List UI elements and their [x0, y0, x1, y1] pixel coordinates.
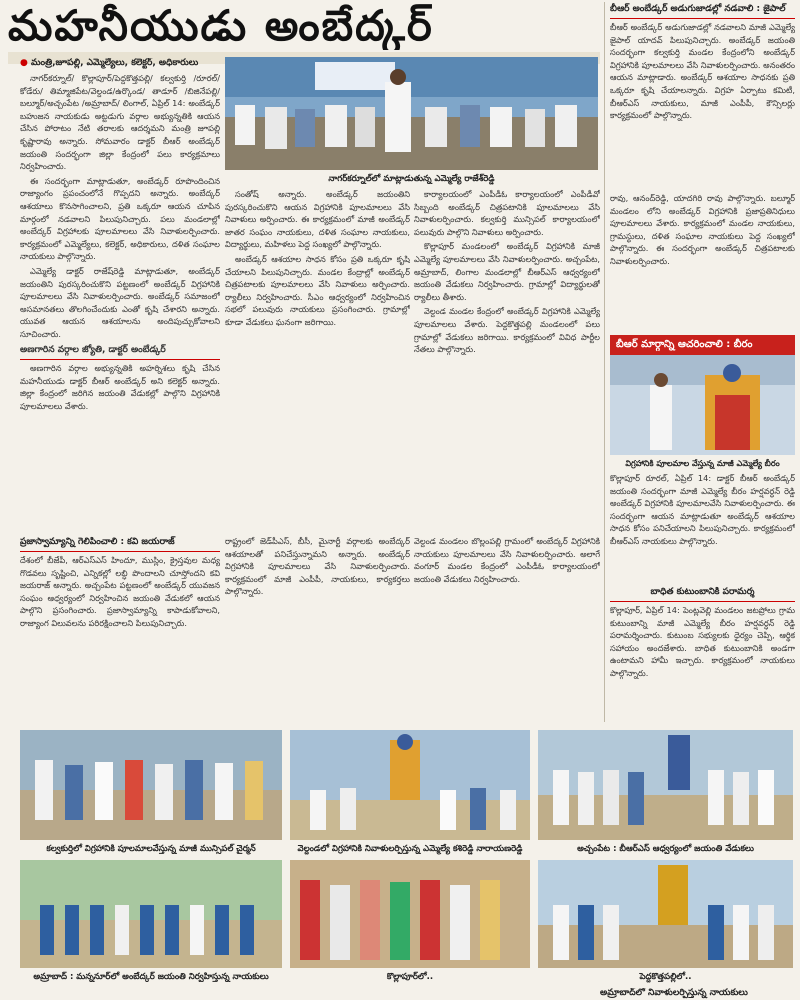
photo-achampet — [538, 730, 793, 840]
sub-article-title: ప్రజాస్వామ్యాన్ని గెలిపించాలి : కవి జయరాజ్ — [20, 535, 220, 552]
bullet-icon: ● — [20, 58, 28, 68]
column-3-para-3: వెల్దండ మండల కేంద్రంలో అంబేడ్కర్ విగ్రహానికి ఎమ్మెల్యే పూలమాలలు వేశారు. పెద్దకొత్తపల్లి మండలంలో పలు గ్రామాల్లో వేడుకలు జరిగాయి. కార్యక్రమంలో వివిధ పార్టీల నేతలు పాల్గొన్నారు. — [414, 306, 600, 355]
right-mid-title: బీఆర్ మార్గాన్ని ఆచరించాలి : బీరం — [610, 335, 795, 355]
column-2-bottom: రాష్ట్రంలో జెడ్‌పీఎస్, బీసీ, మైనార్టీ వర్గాలకు అంబేద్కర్ ఆశయాలతో పనిచేస్తున్నామని అన్నారు. అంబేడ్కర్ విగ్రహానికి పూలమాలలు వేసి నివాళులర్పించారు. కార్యక్రమంలో మాజీ ఎంపీపీ, నాయకులు, కార్యకర్తలు పాల్గొన్నారు. — [225, 536, 410, 597]
main-article-column-1 — [20, 72, 220, 527]
column-3-para-2: కొల్లాపూర్ మండలంలో అంబేడ్కర్ విగ్రహానికి మాజీ ఎమ్మెల్యే పూలమాలలు వేసి నివాళులర్పించారు. అచ్చంపేట, అమ్రాబాద్, లింగాల మండలాల్లో బీఆర్ఎస్ ఆధ్వర్యంలో జయంతి వేడుకలు నిర్వహించారు. గ్రామాల్లో విద్యార్థులతో ర్యాలీలు తీశారు. — [414, 241, 600, 302]
right-top-title: బీఆర్ అంబేడ్కర్ అడుగుజాడల్లో నడవాలి : జైపాల్ — [610, 2, 795, 19]
main-article-para-2: ఈ సందర్భంగా మాట్లాడుతూ, అంబేడ్కర్ రూపొందించిన రాజ్యాంగం ప్రపంచంలోనే గొప్పదని అన్నారు. అంబేద్కర్ ఆశయాలు కొనసాగించాలని, ప్రతి ఒక్కరూ ఆయన చూపిన మార్గంలో నడవాలని పిలుపునిచ్చారు. పలు మండలాల్లో అంబేద్కర్ విగ్రహాలకు పూలమాలలు వేసి నివాళులర్పించారు. కార్యక్రమంలో ఎమ్మెల్యేలు, కలెక్టర్, అధికారులు, దళిత సంఘాల నాయకులు పాల్గొన్నారు. — [20, 175, 220, 262]
column-divider — [604, 2, 605, 722]
column-3-para-1: కార్యాలయంలో ఎంపీడీఓ కార్యాలయంలో ఎంపీడీవో సిబ్బంది అంబేడ్కర్ చిత్రపటానికి పూలమాలలు వేసి నివాళులర్పించారు. కల్వకుర్తి మున్సిపల్ కార్యాలయంలో పలువురు పాల్గొని నివాళులు అర్పించారు. — [414, 189, 600, 237]
right-bottom-article — [610, 585, 795, 725]
photo-kollapur-image — [290, 860, 530, 968]
photo-achampet-image — [538, 730, 793, 840]
main-article-subheading: అణగారిన వర్గాల జ్యోతి, డాక్టర్ అంబేడ్కర్ — [20, 342, 220, 360]
photo-veldanda — [290, 730, 530, 840]
main-article-para-1: నాగర్‌కర్నూల్/ కొల్లాపూర్/పెద్దకొత్తపల్లి/ కల్వకుర్తి /రూరల్/ కోడేరు/ తిమ్మాజిపేట/వెల్దండ/ఉర్కొండ/ తాడూర్ /బిజినేపల్లి/బల్మూర్/అచ్చంపేట /అమ్రాబాద్/ లింగాల్, ఏప్రిల్ 14: అంబేడ్కర్ బహుజన నాయకుడు అట్టడుగు వర్గాల అభ్యున్నతికి ఆయన చేసిన పోరాటం నేటి తరాలకు ఆదర్శమని మంత్రి జూపల్లి కృష్ణారావు అన్నారు. సోమవారం డాక్టర్ బీఆర్ అంబేడ్కర్ జయంతి సందర్భంగా జిల్లా కేంద్రంలో పలు కార్యక్రమాలు నిర్వహించారు. — [20, 73, 220, 172]
main-article-para-3: ఎమ్మెల్యే డాక్టర్ రాజేష్‌రెడ్డి మాట్లాడుతూ, అంబేడ్కర్ జయంతిని పురస్కరించుకొని పట్టణంలో అంబేడ్కర్ విగ్రహానికి పూలమాలలు వేసి నివాళులర్పించారు. అంబేడ్కర్ సమాజంలో అసమానతలు తొలగించేందుకు ఎంతో కృషి చేశారని అన్నారు. యువత ఆయన ఆశయాలను అందిపుచ్చుకోవాలని సూచించారు. — [20, 265, 220, 339]
page-headline: మహనీయుడు అంబేద్కర్ — [8, 2, 434, 50]
right-top-text: బీఆర్ అంబేడ్కర్ అడుగుజాడల్లో నడవాలని మాజీ ఎమ్మెల్యే జైపాల్ యాదవ్ పిలుపునిచ్చారు. అంబేడ్కర్ జయంతి సందర్భంగా కల్వకుర్తి మండల కేంద్రంలోని అంబేడ్కర్ విగ్రహానికి పూలమాలలు వేసి నివాళులర్పించారు. అనంతరం ఆయన మాట్లాడారు. అంబేడ్కర్ ఆశయాల సాధనకు ప్రతి ఒక్కరూ కృషి చేయాలన్నారు. విగ్రహ ఏర్పాటు కమిటీ, బీఆర్ఎస్ నాయకులు, మాజీ ఎంపీపీ, కౌన్సిలర్లు కార్యక్రమంలో పాల్గొన్నారు. — [610, 22, 795, 121]
photo-mla-speaking — [225, 57, 598, 170]
photo-beeram-image — [610, 355, 795, 455]
photo-beeram — [610, 355, 795, 455]
photo-mla-speaking-image — [225, 57, 598, 170]
right-bottom-title: బాధిత కుటుంబానికి పరామర్శ — [610, 585, 795, 602]
caption-veldanda: వెల్దండలో విగ్రహానికి నివాళులర్పిస్తున్న ఎమ్మెల్యే కశిరెడ్డి నారాయణరెడ్డి — [297, 844, 523, 854]
byline — [20, 58, 220, 70]
right-top-text-continued: రావు, ఆనంద్‌రెడ్డి, యాదగిరి రావు పాల్గొన్నారు. బల్మూర్ మండలం లోని అంబేడ్కర్ విగ్రహానికి ప్రజాప్రతినిధులు పూలమాలలు వేశారు. కార్యక్రమంలో మండల నాయకులు, గ్రామస్థులు, దళిత సంఘాల నాయకులు పెద్ద సంఖ్యలో పాల్గొన్నారు. ఈ సందర్భంగా అంబేడ్కర్ చిత్రపటాలకు నివాళులర్పించారు. — [610, 193, 795, 266]
right-bottom-text: కొల్లాపూర్, ఏప్రిల్ 14: పెంట్లవెల్లి మండలం జటప్రోలు గ్రామ కుటుంబాన్ని మాజీ ఎమ్మెల్యే బీరం హర్షవర్ధన్ రెడ్డి పరామర్శించారు. కుటుంబ సభ్యులకు ధైర్యం చెప్పి, ఆర్థిక సహాయం అందజేశారు. బాధిత కుటుంబానికి అండగా ఉంటామని హామీ ఇచ్చారు. కార్యక్రమంలో నాయకులు పాల్గొన్నారు. — [610, 605, 795, 678]
caption-kalwakurthy: కల్వకుర్తిలో విగ్రహానికి పూలమాలవేస్తున్న మాజీ మున్సిపల్ చైర్మన్ — [46, 844, 256, 854]
byline-text: మంత్రి,జూపల్లి, ఎమ్మెల్యేలు, కలెక్టర్, అధికారులు — [31, 58, 199, 68]
column-2-para-2: అంబేడ్కర్ ఆశయాల సాధన కోసం ప్రతి ఒక్కరూ కృషి చేయాలని పిలుపునిచ్చారు. మండల కేంద్రాల్లో అంబేడ్కర్ చిత్రపటాలకు పూలమాలలు వేసి నివాళులు అర్పించారు. ర్యాలీలు నిర్వహించారు. సీఎం ఆధ్వర్యంలో నిర్వహించిన సభలో పలువురు నాయకులు ప్రసంగించారు. గ్రామాల్లో కూడా వేడుకలు ఘనంగా జరిగాయి. — [225, 253, 410, 327]
sub-article-box — [20, 535, 220, 725]
photo-kollapur — [290, 860, 530, 968]
photo-kalwakurthy-image — [20, 730, 282, 840]
right-mid-text: కొల్లాపూర్ రూరల్, ఏప్రిల్ 14: డాక్టర్ బీఆర్ అంబేడ్కర్ జయంతి సందర్భంగా మాజీ ఎమ్మెల్యే బీరం హర్షవర్ధన్ రెడ్డి అంబేడ్కర్ విగ్రహానికి పూలమాలవేసి నివాళులర్పించారు. ఈ సందర్భంగా ఆయన మాట్లాడుతూ అంబేడ్కర్ ఆశయాల సాధన కోసం పనిచేయాలని పిలుపునిచ్చారు. కార్యక్రమంలో బీఆర్ఎస్ నాయకులు పాల్గొన్నారు. — [610, 473, 795, 546]
column-3-bottom: వెల్దండ మండలం బొల్లంపల్లి గ్రామంలో అంబేద్కర్ విగ్రహానికి నాయకులు పూలమాలలు వేసి నివాళులర్పించారు. అలాగే వంగూర్ మండల కేంద్రంలో ఎంపీడీఓ కార్యాలయంలో జయంతి వేడుకలు నిర్వహించారు. — [414, 536, 600, 584]
photo-peddakothapally-image — [538, 860, 793, 968]
column-2-para-1: సంతోష్ అన్నారు. అంబేడ్కర్ జయంతిని పురస్కరించుకొని ఆయన విగ్రహానికి పూలమాలలు వేసి నివాళులు అర్పించారు. ఈ కార్యక్రమంలో మాజీ అంబేడ్కర్ జాతర సంఘం నాయకులు, దళిత సంఘాల నాయకులు, విద్యార్థులు, మహిళలు పెద్ద సంఖ్యలో పాల్గొన్నారు. — [225, 189, 410, 250]
sub-article-text: దేశంలో బీజేపీ, ఆర్ఎస్ఎస్ హిందూ, ముస్లిం, క్రైస్తవుల మధ్య గొడవలు సృష్టించి, ఎన్నికల్లో లబ్ధి పొందాలని చూస్తోందని కవి జయరాజ్ అన్నారు. అచ్చంపేట పట్టణంలో అంబేడ్కర్ యువజన సంఘం ఆధ్వర్యంలో నిర్వహించిన జయంతి వేడుకలో ఆయన పాల్గొని ప్రసంగించారు. ప్రజాస్వామ్యాన్ని కాపాడుకోవాలని, రాజ్యాంగ విలువలను పరిరక్షించాలని పిలుపునిచ్చారు. — [20, 555, 220, 628]
column-3 — [414, 188, 600, 528]
column-2 — [225, 188, 410, 528]
caption-amrabad: అమ్రాబాద్ : మన్ననూర్‌లో అంబేద్కర్ జయంతి నిర్వహిస్తున్న నాయకులు — [33, 972, 269, 982]
photo-amrabad-image — [20, 860, 282, 968]
caption-kollapur: కొల్లాపూర్‌లో.. — [386, 972, 434, 982]
caption-achampet: అచ్చంపేట : బీఆర్ఎస్ ఆధ్వర్యంలో జయంతి వేడుకలు — [577, 844, 754, 854]
photo-peddakothapally — [538, 860, 793, 968]
main-article-para-4: అణగారిన వర్గాల అభ్యున్నతికి అహర్నిశలు కృషి చేసిన మహనీయుడు డాక్టర్ బీఆర్ అంబేడ్కర్ అని కలెక్టర్ అన్నారు. జిల్లా కేంద్రంలో జరిగిన జయంతి వేడుకల్లో పాల్గొని విగ్రహానికి పూలమాలలు వేశారు. — [20, 363, 220, 411]
caption-beeram: విగ్రహానికి పూలమాల వేస్తున్న మాజీ ఎమ్మెల్యే బీరం — [625, 459, 780, 468]
footer-caption: అమ్రాబాద్‌లో నివాళులర్పిస్తున్న నాయకులు — [600, 988, 748, 998]
photo-kalwakurthy — [20, 730, 282, 840]
photo-amrabad — [20, 860, 282, 968]
caption-peddakothapally: పెద్దకొత్తపల్లిలో.. — [639, 972, 692, 982]
photo-veldanda-image — [290, 730, 530, 840]
caption-mla-speaking: నాగర్‌కర్నూల్‌లో మాట్లాడుతున్న ఎమ్మెల్యే రాజేశ్‌రెడ్డి — [328, 174, 495, 184]
